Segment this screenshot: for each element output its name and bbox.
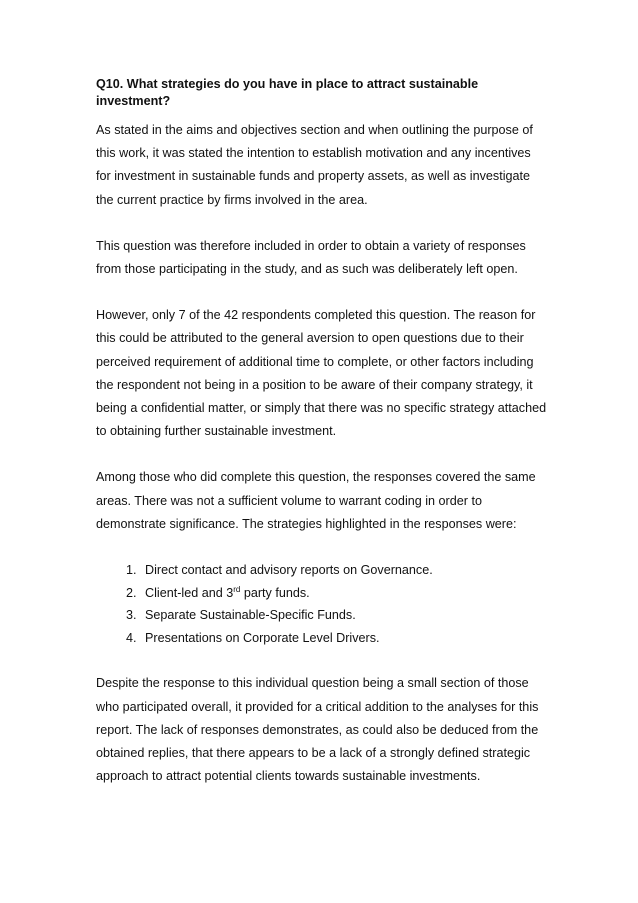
- list-item-number: 4.: [126, 630, 137, 645]
- list-item: [126, 627, 548, 650]
- paragraph-responses-intro: Among those who did complete this question, the responses covered the same areas. There was not a sufficient volume to warrant coding in order to demonstrate significance. The strategies highlighted in the responses were:: [96, 470, 536, 531]
- paragraph-question-purpose: This question was therefore included in order to obtain a variety of responses from those participating in the study, and as such was deliberately left open.: [96, 238, 526, 277]
- list-item: [126, 582, 548, 605]
- list-item-text: Presentations on Corporate Level Drivers.: [145, 630, 380, 645]
- list-item-text: Direct contact and advisory reports on Governance.: [145, 563, 433, 578]
- list-item: [126, 559, 548, 582]
- list-item-text-before: Client-led and 3: [145, 585, 234, 600]
- list-item-number: 3.: [126, 608, 137, 623]
- question-heading: Q10. What strategies do you have in place to attract sustainable investment?: [96, 77, 479, 108]
- list-item-text: Separate Sustainable-Specific Funds.: [145, 608, 356, 623]
- strategies-list: [96, 559, 548, 649]
- paragraph-aims: As stated in the aims and objectives section and when outlining the purpose of this work, it was stated the intention to establish motivation and any incentives for investment in sustainable funds and property assets, as well as investigate the current practice by firms involved in the area.: [96, 123, 533, 207]
- list-item: [126, 604, 548, 627]
- list-item-number: 1.: [126, 563, 137, 578]
- document-page: [96, 76, 548, 811]
- list-item-number: 2.: [126, 585, 137, 600]
- paragraph-conclusion: Despite the response to this individual question being a small section of those who participated overall, it provided for a critical addition to the analyses for this report. The lack of responses demonstrates, as could also be deduced from the obtained replies, that there appears to be a lack of a strongly defined strategic approach to attract potential clients towards sustainable investments.: [96, 676, 539, 784]
- ordinal-superscript: rd: [233, 584, 241, 594]
- list-item-text: [145, 582, 310, 605]
- list-item-text-after: party funds.: [240, 585, 310, 600]
- paragraph-response-rate: However, only 7 of the 42 respondents completed this question. The reason for this could be attributed to the general aversion to open questions due to their perceived requirement of additional time to complete, or other factors including the respondent not being in a position to be aware of their company strategy, it being a confidential matter, or simply that there was no specific strategy attached to obtaining further sustainable investment.: [96, 308, 547, 439]
